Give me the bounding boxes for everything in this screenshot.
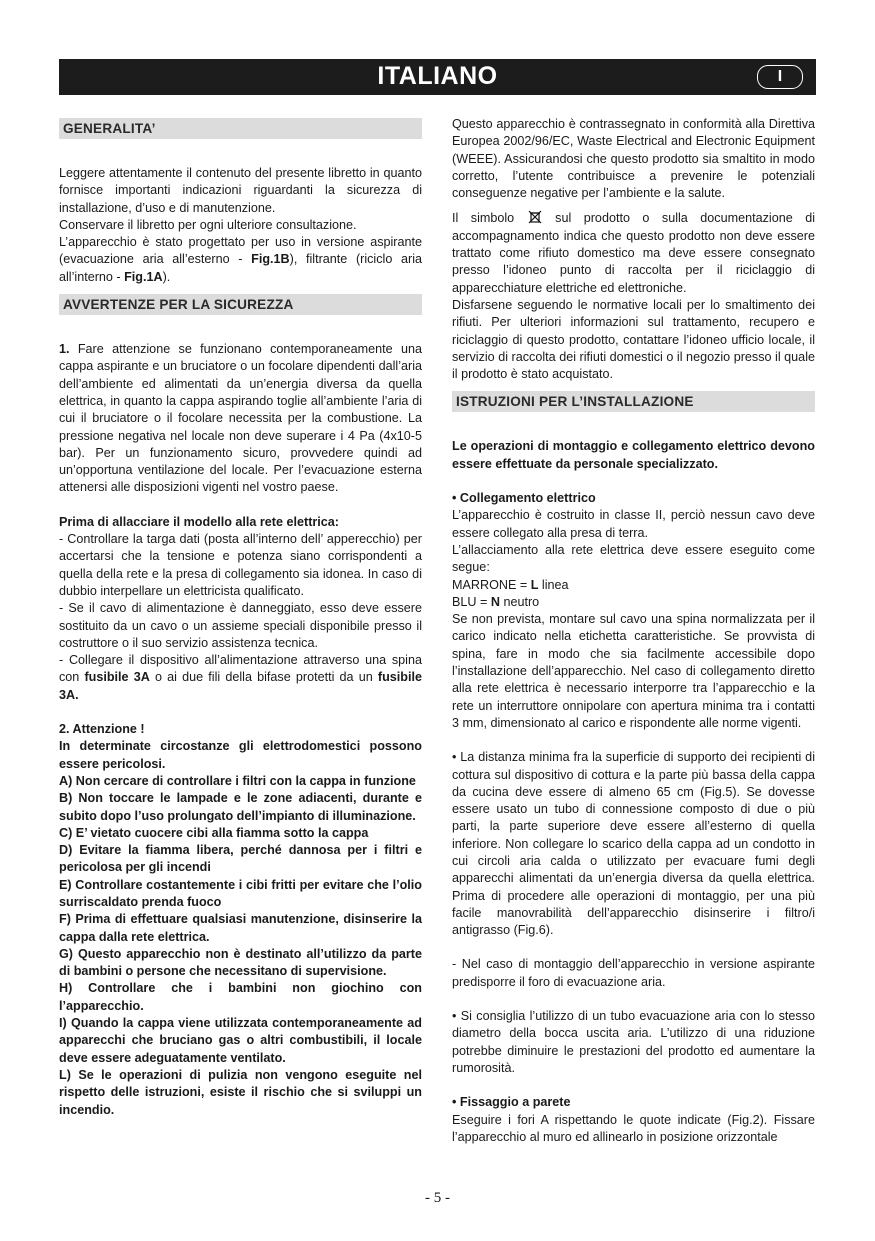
wire-marrone: MARRONE = L linea (452, 577, 569, 592)
paragraph: • Si consiglia l’utilizzo di un tubo evacuazione aria con lo stesso diametro della bocca uscita aria. L’utilizzo di una riduzione potrebbe diminuire le prestazioni del prodotto ed aumentare la rumorosità. (452, 1009, 815, 1075)
section-heading-generalita: GENERALITA’ (59, 118, 422, 139)
language-code-badge: I (757, 65, 803, 89)
paragraph: L’apparecchio è stato progettato per uso in versione aspirante (evacuazione aria all’esterno - Fig.1B), filtrante (riciclo aria all’interno - Fig.1A). (59, 235, 422, 284)
warning-item: E) Controllare costantemente i cibi fritti per evitare che l’olio surriscaldato prenda fuoco (59, 877, 422, 909)
subheading: Prima di allacciare il modello alla rete elettrica: (59, 514, 339, 529)
warning-list (59, 721, 422, 1119)
warning-item: C) E’ vietato cuocere cibi alla fiamma sotto la cappa (59, 825, 369, 840)
paragraph: - Se il cavo di alimentazione è danneggiato, esso deve essere sostituito da un cavo o un assieme speciali disponibile presso il costruttore o il suo servizio assistenza tecnica. (59, 601, 422, 650)
subheading: • Collegamento elettrico (452, 491, 596, 506)
warning-item: In determinate circostanze gli elettrodomestici possono essere pericolosi. (59, 739, 422, 771)
crossed-bin-icon (528, 210, 542, 224)
paragraph: L’apparecchio è costruito in classe II, perciò nessun cavo deve essere collegato alla presa di terra. (452, 508, 815, 540)
paragraph: - Nel caso di montaggio dell’apparecchio in versione aspirante predisporre il foro di evacuazione aria. (452, 957, 815, 989)
paragraph: L’allacciamento alla rete elettrica deve essere eseguito come segue: (452, 542, 815, 575)
paragraph: Conservare il libretto per ogni ulteriore consultazione. (59, 217, 357, 232)
section-heading-sicurezza: AVVERTENZE PER LA SICUREZZA (59, 294, 422, 315)
warning-item: B) Non toccare le lampade e le zone adiacenti, durante e subito dopo l’uso prolungato dell’impianto di illuminazione. (59, 791, 422, 823)
paragraph: Leggere attentamente il contenuto del presente libretto in quanto fornisce importanti indicazioni riguardanti la sicurezza di installazione, d’uso e di manutenzione. (59, 166, 422, 215)
warning-item: G) Questo apparecchio non è destinato all’utilizzo da parte di bambini o persone che necessitano di supervisione. (59, 946, 422, 979)
page-title: ITALIANO (377, 62, 498, 90)
section-heading-installazione: ISTRUZIONI PER L’INSTALLAZIONE (452, 391, 815, 412)
warning-item: H) Controllare che i bambini non giochino con l’apparecchio. (59, 981, 422, 1013)
paragraph: Questo apparecchio è contrassegnato in conformità alla Direttiva Europea 2002/96/EC, Waste Electrical and Electronic Equipment (WEEE). Assicurandosi che questo prodotto sia smaltito in modo corretto, l’utente contribuisce a prevenire le potenziali conseguenze negative per l’ambiente e la salute. (452, 117, 815, 201)
warning-title: 2. Attenzione ! (59, 722, 145, 737)
paragraph: Le operazioni di montaggio e collegamento elettrico devono essere effettuate da personale specializzato. (452, 439, 815, 471)
paragraph: Disfarsene seguendo le normative locali per lo smaltimento dei rifiuti. Per ulteriori informazioni sul trattamento, recupero e riciclaggio di questo prodotto, contattare l’idoneo ufficio locale, il servizio di raccolta dei rifiuti domestici o il negozio presso il quale il prodotto è stato acquistato. (452, 297, 815, 382)
warning-item: I) Quando la cappa viene utilizzata contemporaneamente ad apparecchi che bruciano gas o altri combustibili, il locale deve essere adeguatamente ventilato. (59, 1016, 422, 1065)
left-column (59, 118, 422, 1119)
warning-item: D) Evitare la fiamma libera, perché dannosa per i filtri e pericolosa per gli incendi (59, 843, 422, 875)
language-header-bar (59, 59, 816, 95)
subheading: • Fissaggio a parete (452, 1095, 571, 1110)
right-column (452, 116, 815, 1146)
warning-item: L) Se le operazioni di pulizia non vengono eseguite nel rispetto delle istruzioni, esiste il rischio che si sviluppi un incendio. (59, 1067, 422, 1117)
paragraph: Eseguire i fori A rispettando le quote indicate (Fig.2). Fissare l’apparecchio al muro ed allinearlo in posizione orizzontale (452, 1112, 815, 1144)
figure-reference: Fig.1A (124, 269, 163, 284)
paragraph: Se non prevista, montare sul cavo una spina normalizzata per il carico indicato nella etichetta caratteristiche. Se provvista di spina, fare in modo che sia facilmente accessibile dopo l’installazione dell’apparecchio. Nel caso di collegamento diretto alla rete elettrica è necessario interporre tra l’apparecchio e la rete un interruttore onnipolare con apertura minima tra i contatti 3 mm, dimensionato al carico e rispondente alle norme vigenti. (452, 612, 815, 730)
paragraph: - Controllare la targa dati (posta all’interno dell’ apperecchio) per accertarsi che la tensione e potenza siano corrispondenti a quella della rete e la presa di collegamento sia idonea. In caso di dubbio interpellare un elettricista qualificato. (59, 532, 422, 598)
warning-item: A) Non cercare di controllare i filtri con la cappa in funzione (59, 773, 416, 788)
figure-reference: Fig.1B (251, 252, 290, 267)
wire-blu: BLU = N neutro (452, 594, 540, 609)
paragraph: • La distanza minima fra la superficie di supporto dei recipienti di cottura sul dispositivo di cottura e la parte più bassa della cappa da cucina deve essere di almeno 65 cm (Fig.5). Se dovesse essere usato un tubo di connessione composto di due o più parti, la parte superiore deve essere all’esterno di quella inferiore. Non collegare lo scarico della cappa ad un condotto in cui circoli aria calda o utilizzato per evacuare fumi degli apparecchi alimentati da un’energia diversa da quella elettrica. Prima di procedere alle operazioni di montaggio, per una più facile manovrabilità dell’apparecchio disinserire i filtro/i antigrasso (Fig.6). (452, 750, 815, 938)
warning-item: F) Prima di effettuare qualsiasi manutenzione, disinserire la cappa dalla rete elettrica. (59, 912, 422, 944)
page-number: - 5 - (425, 1190, 450, 1206)
paragraph: 1. Fare attenzione se funzionano contemporaneamente una cappa aspirante e un bruciatore o un focolare dipendenti dall’aria dell’ambiente ed alimentati da un’energia diversa da quella elettrica, in quanto la cappa aspirando toglie all’ambiente l’aria di cui il bruciatore o il focolare necessita per la combustione. La pressione negativa nel locale non deve superare i 4 Pa (4x10-5 bar). Per un funzionamento sicuro, provvedere quindi ad un’opportuna ventilazione del locale. Per l’evacuazione esterna attenersi alle disposizioni vigenti nel vostro paese. (59, 342, 422, 495)
paragraph: - Collegare il dispositivo all’alimentazione attraverso una spina con fusibile 3A o ai due fili della bifase protetti da un fusibile 3A. (59, 653, 422, 702)
paragraph: Il simbolo sul prodotto o sulla documentazione di accompagnamento indica che questo prodotto non deve essere trattato come rifiuto domestico ma deve essere consegnato presso l’idoneo punto di raccolta per il riciclaggio di apparecchiature elettriche ed elettroniche. (452, 211, 815, 295)
